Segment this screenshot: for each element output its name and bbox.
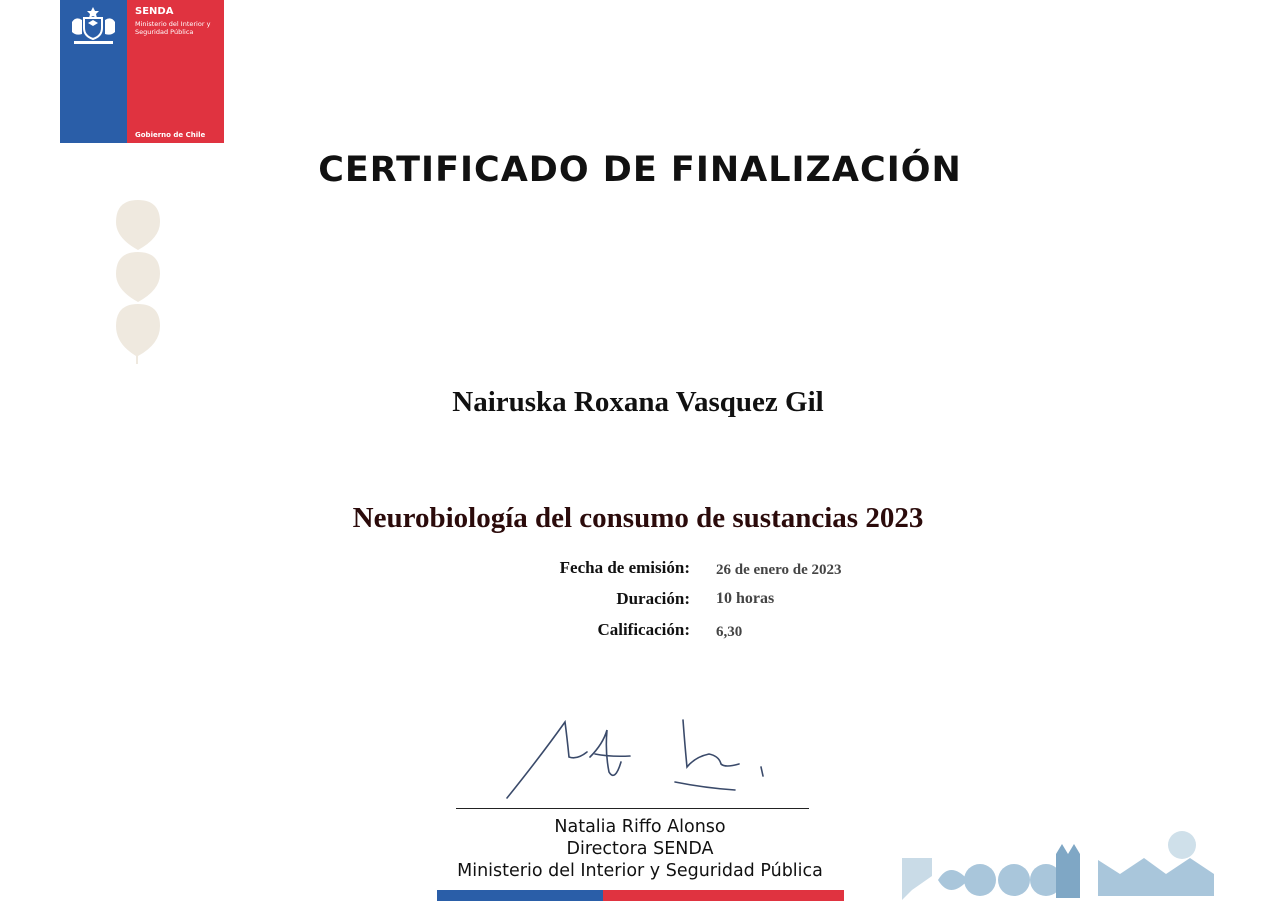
detail-value: 10 horas bbox=[716, 590, 775, 607]
flag-bar-red bbox=[603, 890, 844, 901]
logo-red-panel bbox=[127, 0, 224, 143]
signatory-name: Natalia Riffo Alonso bbox=[554, 817, 726, 837]
detail-row-issue-date bbox=[470, 558, 890, 589]
detail-row-duration bbox=[470, 589, 890, 620]
coat-of-arms-icon bbox=[66, 4, 121, 48]
senda-logo bbox=[60, 0, 224, 143]
certificate-title: CERTIFICADO DE FINALIZACIÓN bbox=[318, 150, 962, 190]
detail-label: Duración: bbox=[616, 589, 690, 608]
decorative-shapes-icon bbox=[898, 828, 1216, 904]
signatory-ministry: Ministerio del Interior y Seguridad Pública bbox=[457, 861, 823, 881]
detail-row-grade bbox=[470, 620, 890, 651]
course-name: Neurobiología del consumo de sustancias 2023 bbox=[352, 502, 924, 534]
detail-value: 26 de enero de 2023 bbox=[716, 562, 842, 578]
flag-bar-blue bbox=[437, 890, 603, 901]
certificate-details bbox=[470, 558, 890, 651]
recipient-name: Nairuska Roxana Vasquez Gil bbox=[452, 386, 824, 418]
detail-value: 6,30 bbox=[716, 624, 743, 640]
signatory-position: Directora SENDA bbox=[566, 839, 714, 859]
logo-ministry: Ministerio del Interior y Seguridad Pública bbox=[135, 20, 211, 36]
decorative-drops-icon bbox=[112, 198, 164, 364]
detail-label: Fecha de emisión: bbox=[559, 558, 690, 577]
signature-line bbox=[456, 808, 809, 809]
logo-government: Gobierno de Chile bbox=[135, 131, 206, 139]
logo-org-name: SENDA bbox=[135, 6, 174, 17]
signature-icon bbox=[495, 712, 785, 808]
detail-label: Calificación: bbox=[597, 620, 690, 639]
logo-blue-panel bbox=[60, 0, 127, 143]
